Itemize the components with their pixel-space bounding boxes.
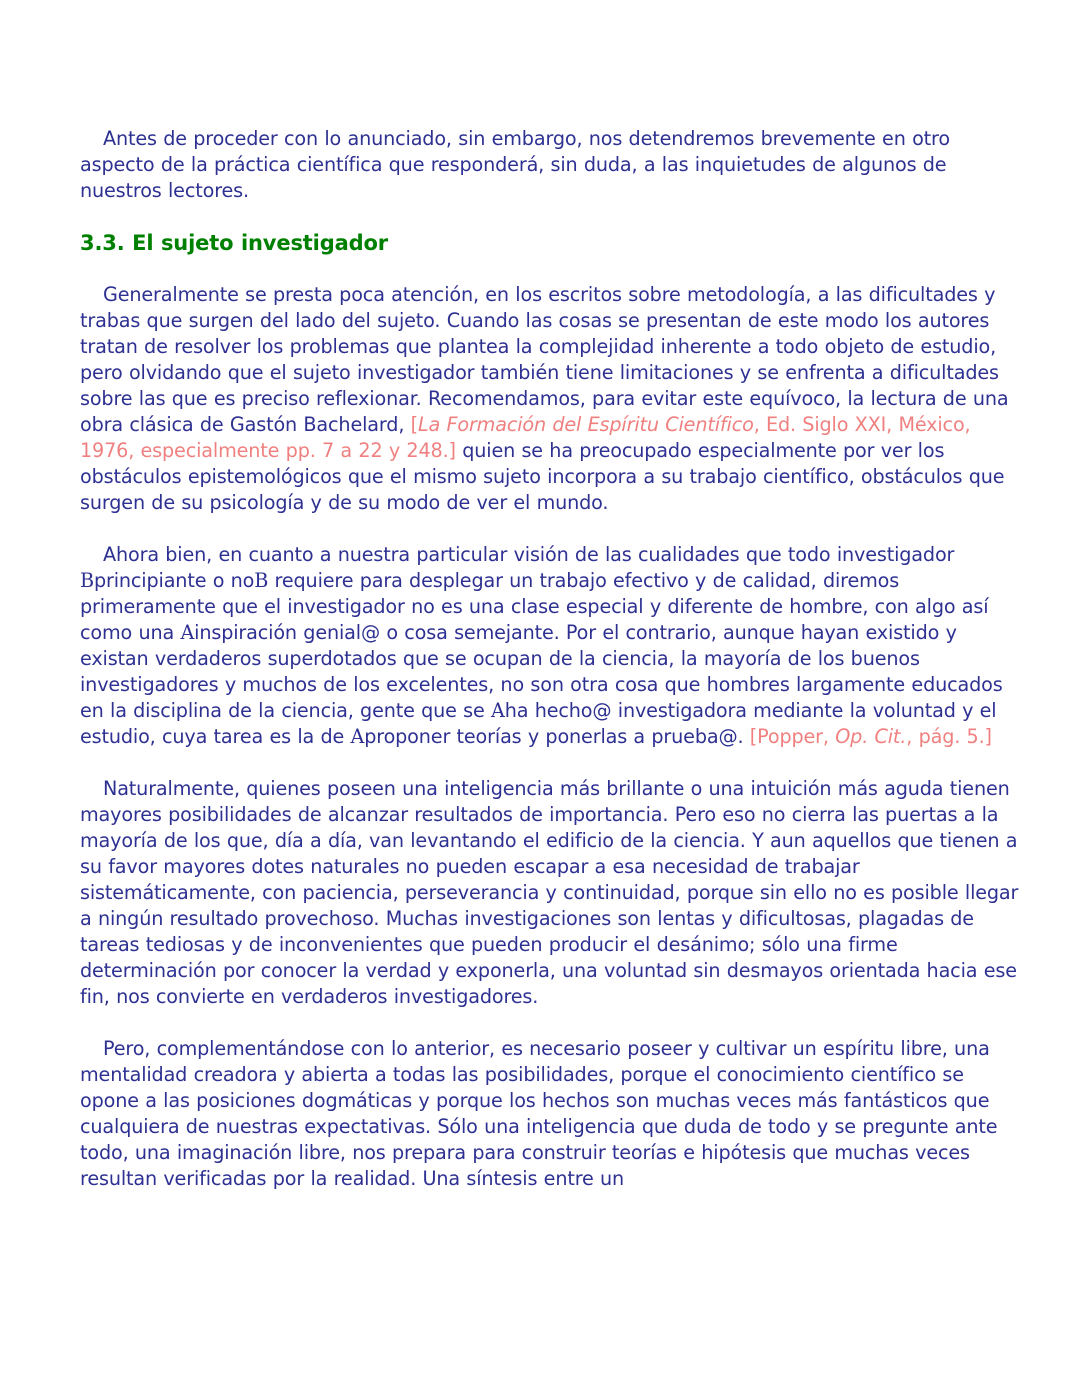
quote-glyph: A (350, 725, 365, 748)
reference-details: , pág. 5.] (906, 725, 992, 748)
reference-title: La Formación del Espíritu Científico (417, 413, 754, 436)
paragraph-text: inspiración genial@ o cosa semejante. Por el contrario, aunque hayan existido y existan verdaderos superdotados que se ocupan de la ciencia, la mayoría de los buenos investigadores y muchos de los excelentes, no son otra cosa que hombres largamente educados en la disciplina de la ciencia, gente que se (80, 621, 1003, 722)
reference-title: Op. Cit. (835, 725, 907, 748)
reference-author: [Popper, (749, 725, 836, 748)
document-page (80, 126, 1020, 1218)
paragraph-text: Ahora bien, en cuanto a nuestra particular visión de las cualidades que todo investigador (103, 543, 955, 566)
paragraph-naturalmente: Naturalmente, quienes poseen una inteligencia más brillante o una intuición más aguda tienen mayores posibilidades de alcanzar resultados de importancia. Pero eso no cierra las puertas a la mayoría de los que, día a día, van levantando el edificio de la ciencia. Y aun aquellos que tienen a su favor mayores dotes naturales no pueden escapar a esa necesidad de trabajar sistemáticamente, con paciencia, perseverancia y continuidad, porque sin ello no es posible llegar a ningún resultado provechoso. Muchas investigaciones son lentas y dificultosas, plagadas de tareas tediosas y de inconvenientes que pueden producir el desánimo; sólo una firme determinación por conocer la verdad y exponerla, una voluntad sin desmayos orientada hacia ese fin, nos convierte en verdaderos investigadores. (80, 777, 1019, 1008)
paragraph-text: principiante o no (93, 569, 255, 592)
paragraph-espiritu-libre: Pero, complementándose con lo anterior, es necesario poseer y cultivar un espíritu libre, una mentalidad creadora y abierta a todas las posibilidades, porque el conocimiento científico se opone a las posiciones dogmáticas y porque los hechos son muchas veces más fantásticos que cualquiera de nuestras expectativas. Sólo una inteligencia que duda de todo y se pregunte ante todo, una imaginación libre, nos prepara para construir teorías e hipótesis que muchas veces resultan verificadas por la realidad. Una síntesis entre un (80, 1037, 998, 1190)
paragraph-text: quien se ha preocupado especialmente por ver los obstáculos epistemológicos que el mismo sujeto incorpora a su trabajo científico, obstáculos que surgen de su psicología y de su modo de ver el mundo. (80, 439, 1005, 514)
quote-glyph: A (491, 699, 505, 722)
paragraph-intro: Antes de proceder con lo anunciado, sin embargo, nos detendremos brevemente en otro aspecto de la práctica científica que responderá, sin duda, a las inquietudes de algunos de nuestros lectores. (80, 127, 950, 202)
popper-reference (750, 725, 992, 748)
paragraph-sujeto (80, 282, 1020, 516)
reference-details: , Ed. Siglo XXI, México, 1976, especialmente pp. 7 a 22 y 248.] (80, 413, 971, 462)
quote-glyph: A (180, 621, 195, 644)
paragraph-text: Generalmente se presta poca atención, en los escritos sobre metodología, a las dificultades y trabas que surgen del lado del sujeto. Cuando las cosas se presentan de este modo los autores tratan de resolver los problemas que plantea la complejidad inherente a todo objeto de estudio, pero olvidando que el sujeto investigador también tiene limitaciones y se enfrenta a dificultades sobre las que es preciso reflexionar. Recomendamos, para evitar este equívoco, la lectura de una obra clásica de Gastón Bachelard, (80, 283, 1009, 436)
paragraph-text: ha hecho@ investigadora mediante la voluntad y el estudio, cuya tarea es la de (80, 699, 997, 748)
section-heading: 3.3. El sujeto investigador (80, 231, 388, 255)
paragraph-text: requiere para desplegar un trabajo efectivo y de calidad, diremos primeramente que el investigador no es una clase especial y diferente de hombre, con algo así como una (80, 569, 989, 644)
quote-glyph: B (80, 569, 94, 592)
paragraph-text: proponer teorías y ponerlas a prueba@. (364, 725, 750, 748)
quote-glyph: B (254, 569, 269, 592)
paragraph-cualidades (80, 542, 1020, 750)
reference-bracket: [ (410, 413, 418, 436)
